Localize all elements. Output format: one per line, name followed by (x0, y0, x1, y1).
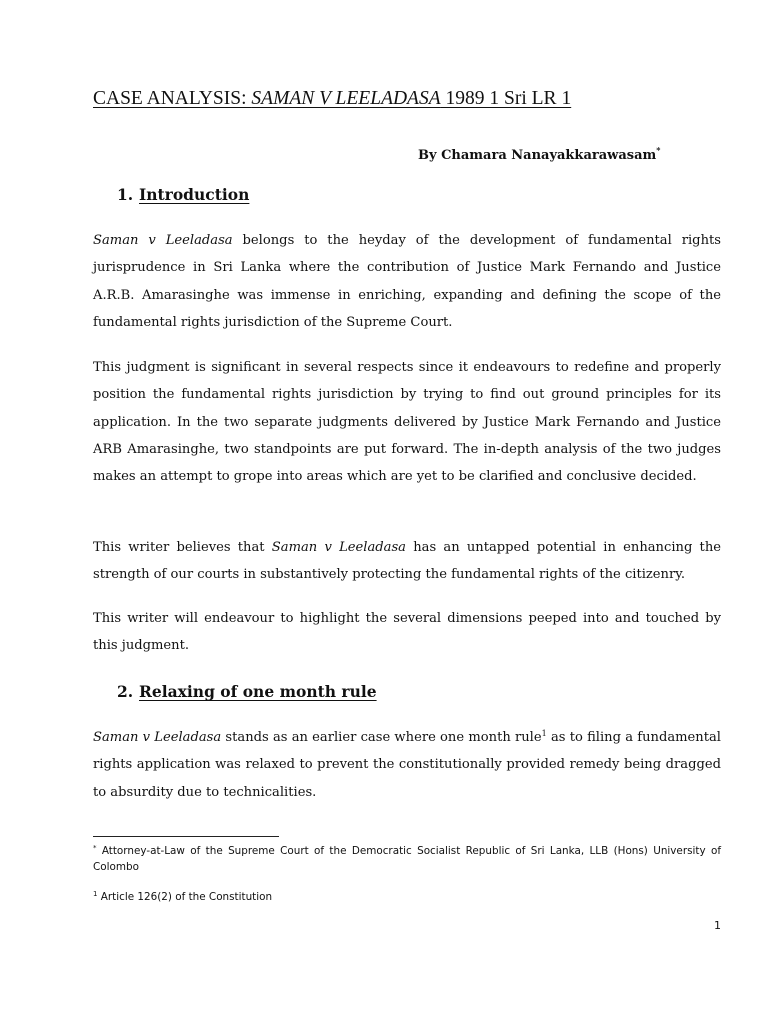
section-number: 1. (117, 185, 134, 204)
section-title: Introduction (139, 185, 250, 204)
footnote-article (93, 889, 721, 905)
footnote-marker: * (93, 844, 97, 852)
section-title: Relaxing of one month rule (139, 682, 377, 701)
footnote-author (93, 843, 721, 875)
footnote-separator (93, 836, 279, 837)
paragraph-text: belongs to the heyday of the development of fundamental rights jurisprudence in Sri Lanka where the contribution of Justice Mark Fernando and Justice A.R.B. Amarasinghe was immense in enriching, expanding and defining the scope of the fundamental rights jurisdiction of the Supreme Court. (93, 233, 721, 330)
paragraph-text: as to filing a fundamental rights application was relaxed to prevent the constitutionally provided remedy being dragged to absurdity due to technicalities. (93, 730, 721, 800)
footnote-text: Article 126(2) of the Constitution (97, 891, 273, 903)
byline-text: By Chamara Nanayakkarawasam (418, 148, 657, 163)
section-number: 2. (117, 682, 134, 701)
paragraph-text: stands as an earlier case where one month rule (221, 730, 542, 745)
paragraph-significance (93, 354, 721, 490)
paragraph-text: This judgment is significant in several respects since it endeavours to redefine and properly position the fundamental rights jurisdiction by trying to find out ground principles for its application. In the two separate judgments delivered by Justice Mark Fernando and Justice ARB Amarasinghe, two standpoints are put forward. The in-depth analysis of the two judges makes an attempt to grope into areas which are yet to be clarified and conclusive decided. (93, 360, 721, 485)
document-title (93, 86, 733, 112)
paragraph-one-month-rule (93, 724, 721, 806)
paragraph-text: This writer will endeavour to highlight the several dimensions peeped into and touched by this judgment. (93, 611, 721, 654)
paragraph-text: This writer believes that (93, 540, 272, 555)
byline-footnote-marker: * (656, 145, 661, 155)
paragraph-writer-belief (93, 534, 721, 589)
paragraph-writer-aim (93, 605, 721, 660)
paragraph-text: has an untapped potential in enhancing the strength of our courts in substantively protecting the fundamental rights of the citizenry. (93, 540, 721, 583)
page-number: 1 (714, 919, 721, 932)
case-name-italic: Saman v Leeladasa (271, 540, 406, 555)
case-name-italic: Saman v Leeladasa (93, 730, 222, 745)
footnote-reference[interactable]: 1 (541, 729, 547, 738)
section-heading-introduction (117, 184, 249, 206)
title-case-name: SAMAN V LEELADASA (251, 88, 441, 109)
author-byline (418, 141, 660, 165)
title-prefix: CASE ANALYSIS: (93, 88, 252, 109)
title-citation: 1989 1 Sri LR 1 (440, 88, 572, 109)
section-heading-one-month-rule (117, 681, 377, 703)
footnote-text: Attorney-at-Law of the Supreme Court of the Democratic Socialist Republic of Sri Lanka, LLB (Hons) University of Colombo (93, 845, 721, 873)
case-name-italic: Saman v Leeladasa (93, 233, 233, 248)
footnote-marker: 1 (93, 890, 98, 898)
paragraph-intro (93, 227, 721, 336)
